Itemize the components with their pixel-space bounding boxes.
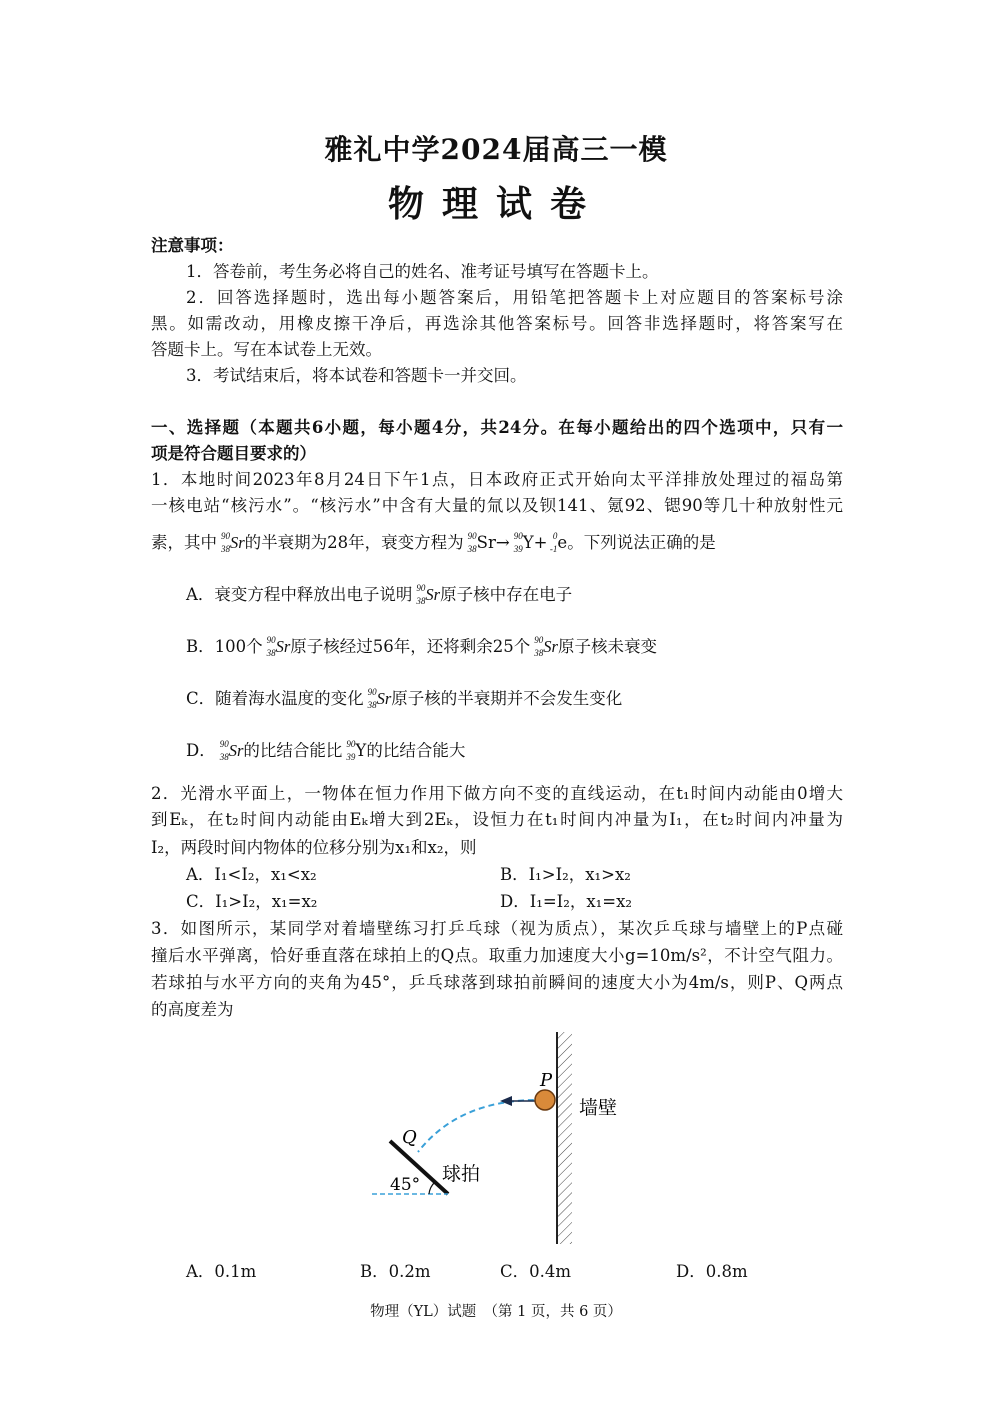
label-angle: 45° xyxy=(390,1175,421,1195)
q3-figure xyxy=(360,1028,640,1250)
wall-hatch xyxy=(557,1032,572,1244)
notice-item-1: 1．答卷前，考生务必将自己的姓名、准考证号填写在答题卡上。 xyxy=(186,262,659,281)
q3-line4: 的高度差为 xyxy=(151,1000,234,1019)
notice-item-3: 3．考试结束后，将本试卷和答题卡一并交回。 xyxy=(186,366,527,385)
q2-option-a: A．I₁<I₂，x₁<x₂ xyxy=(186,865,317,884)
q3-line3: 若球拍与水平方向的夹角为45°，乒乓球落到球拍前瞬间的速度大小为4m/s，则P、Q两点 xyxy=(151,973,843,992)
q2-option-d: D．I₁=I₂，x₁=x₂ xyxy=(500,892,632,911)
arrow-icon: → xyxy=(495,533,510,552)
q1-line3: 素，其中 90 38 Sr的半衰期为28年，衰变方程为 90 38 Sr→ 90 39 Y+ 0 -1 e。下列说法正确的是 xyxy=(151,531,716,554)
ball-icon xyxy=(535,1090,555,1110)
q1-line1: 1．本地时间2023年8月24日下午1点，日本政府正式开始向太平洋排放处理过的福岛第 xyxy=(151,470,843,489)
q3-option-c: C．0.4m xyxy=(500,1262,572,1281)
q2-option-b: B．I₁>I₂，x₁>x₂ xyxy=(500,865,631,884)
label-wall: 墙壁 xyxy=(579,1097,618,1119)
notice-item-2-line3: 答题卡上。写在本试卷上无效。 xyxy=(151,340,382,359)
q2-option-c: C．I₁>I₂，x₁=x₂ xyxy=(186,892,318,911)
label-p: P xyxy=(540,1070,553,1091)
q3-line2: 撞后水平弹离，恰好垂直落在球拍上的Q点。取重力加速度大小g=10m/s²，不计空气阻力。 xyxy=(151,946,843,965)
q3-option-d: D．0.8m xyxy=(676,1262,748,1281)
q3-line1: 3．如图所示，某同学对着墙壁练习打乒乓球（视为质点），某次乒乓球与墙壁上的P点碰 xyxy=(151,919,843,938)
q2-line3: I₂，两段时间内物体的位移分别为x₁和x₂，则 xyxy=(151,838,477,857)
nuclide-sr90: 90 38 xyxy=(221,531,230,554)
exam-title: 雅礼中学2024届高三一模 xyxy=(324,133,668,166)
q1-option-c: C．随着海水温度的变化 90 38 Sr原子核的半衰期并不会发生变化 xyxy=(186,687,623,710)
trajectory-path xyxy=(418,1100,544,1152)
q1-option-d: D． 90 38 Sr的比结合能比 90 39 Y的比结合能大 xyxy=(186,739,466,762)
section-heading-line1: 一、选择题（本题共6小题，每小题4分，共24分。在每小题给出的四个选项中，只有一 xyxy=(151,418,843,437)
q3-option-a: A．0.1m xyxy=(186,1262,257,1281)
q1-line2: 一核电站“核污水”。“核污水”中含有大量的氚以及钡141、氪92、锶90等几十种放射性元 xyxy=(151,496,843,515)
q1-option-a: A．衰变方程中释放出电子说明 90 38 Sr原子核中存在电子 xyxy=(186,583,573,606)
subject-title: 物理试卷 xyxy=(387,183,604,225)
q1-option-b: B．100个 90 38 Sr原子核经过56年，还将剩余25个 90 38 Sr原子核未衰变 xyxy=(186,635,657,658)
q3-option-b: B．0.2m xyxy=(360,1262,431,1281)
notice-heading: 注意事项： xyxy=(151,236,234,255)
q2-line2: 到Eₖ，在t₂时间内动能由Eₖ增大到2Eₖ，设恒力在t₁时间内冲量为I₁，在t₂时间内冲量为 xyxy=(151,810,843,829)
q2-line1: 2．光滑水平面上，一物体在恒力作用下做方向不变的直线运动，在t₁时间内动能由0增大 xyxy=(151,784,843,803)
label-paddle: 球拍 xyxy=(442,1163,481,1185)
arrow-icon xyxy=(500,1096,512,1106)
section-heading-line2: 项是符合题目要求的） xyxy=(151,444,316,463)
notice-item-2-line1: 2．回答选择题时，选出每小题答案后，用铅笔把答题卡上对应题目的答案标号涂 xyxy=(186,288,843,307)
notice-item-2-line2: 黑。如需改动，用橡皮擦干净后，再选涂其他答案标号。回答非选择题时，将答案写在 xyxy=(151,314,843,333)
label-q: Q xyxy=(402,1127,417,1148)
page-footer: 物理（YL）试题 （第 1 页，共 6 页） xyxy=(370,1304,622,1320)
